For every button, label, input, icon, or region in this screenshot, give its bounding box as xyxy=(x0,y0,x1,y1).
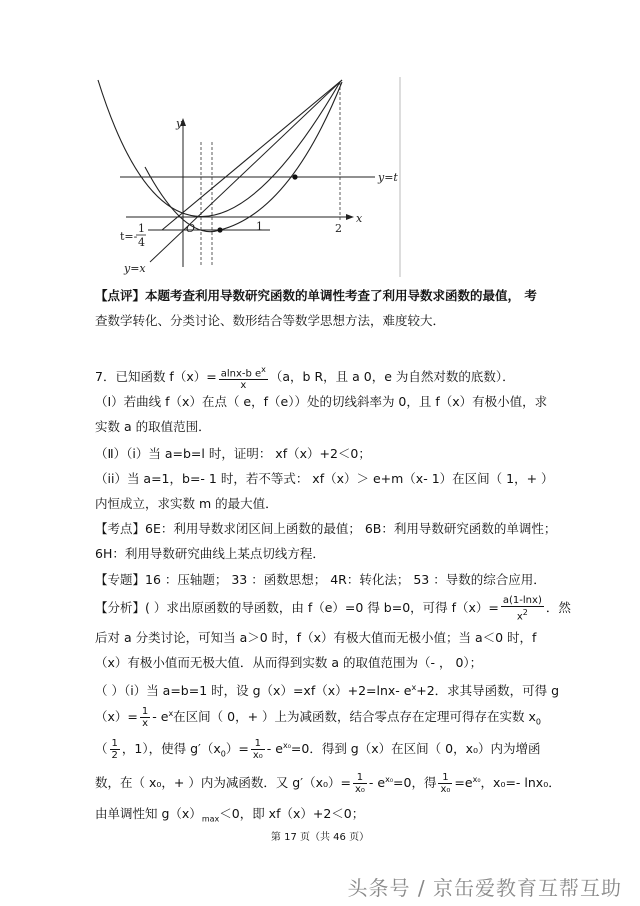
problem-part-2ii-a: （ii）当 a=1，b=- 1 时，若不等式： xf（x）＞ e+m（x- 1）在区间（ 1，+ ） xyxy=(95,471,554,486)
t-label-prefix: t=- xyxy=(120,230,138,243)
minimum-point xyxy=(217,227,222,232)
line-tangent xyxy=(150,80,342,262)
problem-part-1a: （Ⅰ）若曲线 f（x）在点（ e，f（e））处的切线斜率为 0，且 f（x）有极小值，求 xyxy=(95,394,548,409)
fenxi-line-2: 后对 a 分类讨论，可知当 a＞0 时，f（x）有极大值而无极小值；当 a＜0 时，f xyxy=(95,630,537,645)
comment-line-2: 查数学转化、分类讨论、数形结合等数学思想方法，难度较大． xyxy=(95,313,446,328)
fraction-f-simplified: $\frac{a(1-\ln x)}{x^2}$ xyxy=(502,595,542,623)
zhuanti-line: 【专题】16 ：压轴题； 33 ：函数思想； 4R：转化法； 53 ：导数的综合应用． xyxy=(95,572,546,587)
fenxi-line-1: 【分析】( ）求出原函数的导函数，由 f（e）=0 得 b=0，可得 f（x）= $\frac{a(1-\ln x)}{x^2}$ ．然 xyxy=(95,595,571,623)
line-y-x-label: y=x xyxy=(124,262,146,275)
problem-part-2i: （Ⅱ）（i）当 a=b=l 时，证明： xf（x）+2＜0； xyxy=(95,446,371,461)
fenxi-line-5: （x）= $\frac{1}{x}$ - $e^x$在区间（ 0，+ ）上为减函数，结合零点存在定理可得存在实数 $x_0$ xyxy=(95,706,542,730)
t-label-den: 4 xyxy=(138,236,145,249)
tick-label-2: 2 xyxy=(335,222,342,235)
fenxi-line-4: （ ）（i）当 a=b=1 时，设 g（x）=xf（x）+2=lnx- $e^x+2$．求其导函数，可得 g xyxy=(95,683,560,699)
problem-part-1b: 实数 a 的取值范围． xyxy=(95,419,211,434)
fenxi-line-3: （x）有极小值而无极大值．从而得到实数 a 的取值范围为（- ， 0）； xyxy=(95,655,483,670)
y-axis-label: y xyxy=(176,117,183,130)
page-footer: 第 17 页（共 46 页） xyxy=(270,832,370,843)
kaodian-line-2: 6H：利用导数研究曲线上某点切线方程． xyxy=(95,546,325,561)
fenxi-line-8: 由单调性知 $g(x)_{max}<0$，即 xf（x）+2＜0； xyxy=(95,806,365,824)
problem-intro: 7．已知函数 f（x）= $\frac{alnx-b e^x}{x}$ （a，b R，且 a 0，e 为自然对数的底数）． xyxy=(95,365,515,392)
watermark: 头条号 / 京缶爱教育互帮互助 xyxy=(347,876,622,900)
graph-svg xyxy=(90,72,410,280)
origin-label: O xyxy=(186,222,196,235)
fenxi-line-6: （ $\frac{1}{2}$ ，1），使得 $g'(x_0)=$ $\frac{1}{\text{x₀}}$ - $e^{x_0}=0$．得到 g（x）在区间（ 0，x₀）内为增函 xyxy=(95,738,541,762)
fraction-f-definition: $\frac{alnx-b e^x}{x}$ xyxy=(220,365,266,392)
kaodian-line-1: 【考点】6E：利用导数求闭区间上函数的最值； 6B：利用导数研究函数的单调性； xyxy=(95,521,557,536)
fenxi-line-7: 数，在（ x₀，+ ）内为减函数．又 g′（x₀）= $\frac{1}{\text{x₀}}$ - $e^{x_0}=0$，得 $\frac{1}{\text{x₀}}$ $=e^{x_0}$，x₀=- lnx₀． xyxy=(95,772,561,796)
x-axis-arrow xyxy=(346,214,354,220)
t-label-num: 1 xyxy=(138,222,145,235)
x-axis-label: x xyxy=(356,212,363,225)
problem-part-2ii-b: 内恒成立，求实数 m 的最大值． xyxy=(95,496,278,511)
line-y-t-label: y=t xyxy=(378,171,398,184)
tick-label-1: 1 xyxy=(256,220,263,233)
intersection-point-upper xyxy=(292,174,297,179)
function-graph-figure xyxy=(90,72,410,280)
comment-line-1: 【点评】本题考查利用导数研究函数的单调性考查了利用导数求函数的最值， 考 xyxy=(95,288,537,303)
line-y-x xyxy=(162,80,342,230)
